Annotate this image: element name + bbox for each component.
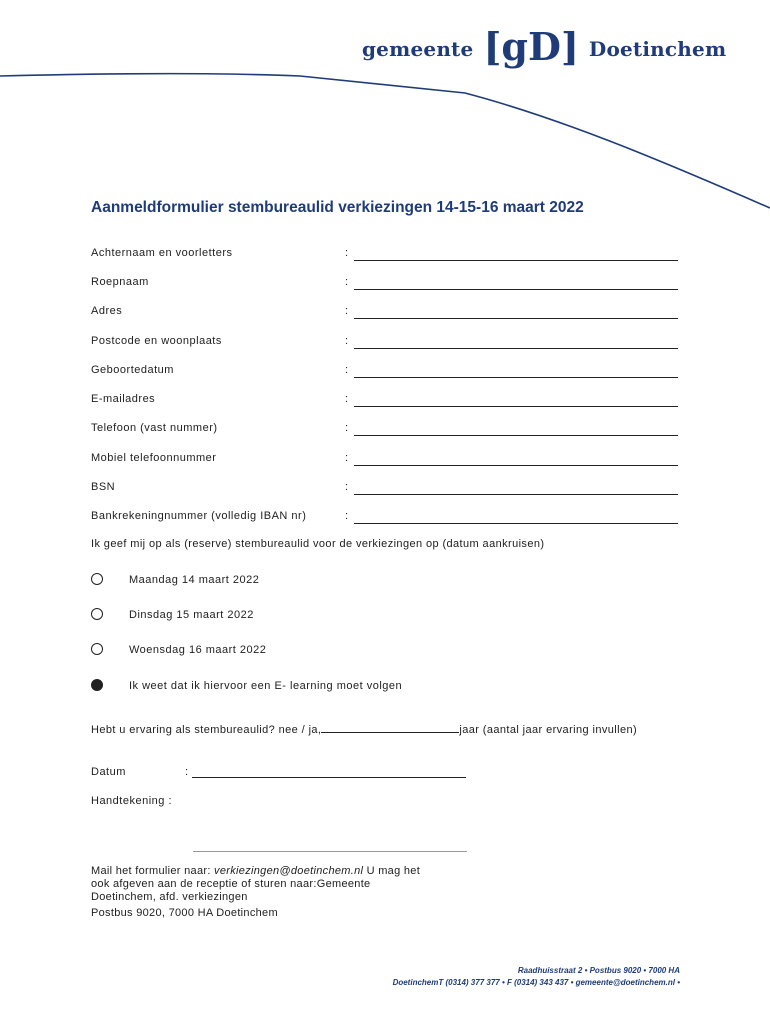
datum-row [91, 766, 491, 786]
field-row-iban [91, 508, 691, 528]
date-selection-intro: Ik geef mij op als (reserve) stembureaulid voor de verkiezingen op (datum aankruisen) [91, 538, 545, 550]
datum-input-line[interactable] [192, 777, 466, 778]
field-separator: : [345, 305, 349, 317]
experience-question [91, 722, 637, 736]
datum-label: Datum [91, 766, 126, 778]
experience-suffix: jaar (aantal jaar ervaring invullen) [459, 724, 638, 736]
experience-prefix: Hebt u ervaring als stembureaulid? nee / ja, [91, 724, 322, 736]
footer-address: Raadhuisstraat 2 • Postbus 9020 • 7000 HA [517, 966, 680, 975]
option-label: Dinsdag 15 maart 2022 [129, 609, 254, 621]
field-label: E-mailadres [91, 393, 156, 405]
field-row-adres [91, 303, 691, 323]
datum-separator: : [185, 766, 189, 778]
radio-button[interactable] [91, 573, 103, 585]
field-label: Bankrekeningnummer (volledig IBAN nr) [91, 510, 307, 522]
field-separator: : [345, 481, 349, 493]
field-separator: : [345, 422, 349, 434]
field-separator: : [345, 247, 349, 259]
field-row-telefoon [91, 420, 691, 440]
field-separator: : [345, 335, 349, 347]
mail-address-link[interactable]: verkiezingen@doetinchem.nl [214, 865, 364, 877]
field-row-email [91, 391, 691, 411]
signature-line[interactable] [193, 851, 467, 852]
field-row-roepnaam [91, 274, 691, 294]
postbus-address: Postbus 9020, 7000 HA Doetinchem [91, 907, 278, 919]
field-label: Mobiel telefoonnummer [91, 452, 217, 464]
field-row-postcode [91, 333, 691, 353]
field-input-line[interactable] [354, 494, 678, 495]
municipality-logo [362, 24, 727, 69]
field-row-achternaam [91, 245, 691, 265]
logo-gemeente: gemeente [362, 37, 474, 61]
option-label: Ik weet dat ik hiervoor een E- learning moet volgen [129, 680, 403, 692]
field-row-mobiel [91, 450, 691, 470]
field-separator: : [345, 393, 349, 405]
logo-mark: [gD] [483, 24, 579, 69]
form-title: Aanmeldformulier stembureaulid verkiezingen 14-15-16 maart 2022 [91, 199, 584, 216]
field-input-line[interactable] [354, 318, 678, 319]
field-input-line[interactable] [354, 377, 678, 378]
field-row-bsn [91, 479, 691, 499]
radio-button[interactable] [91, 643, 103, 655]
mail-instructions [91, 865, 431, 904]
logo-doetinchem: Doetinchem [588, 37, 727, 61]
field-label: Telefoon (vast nummer) [91, 422, 218, 434]
field-input-line[interactable] [354, 523, 678, 524]
field-label: Postcode en woonplaats [91, 335, 222, 347]
field-label: Adres [91, 305, 123, 317]
field-input-line[interactable] [354, 435, 678, 436]
mail-prefix: Mail het formulier naar: [91, 865, 215, 877]
field-input-line[interactable] [354, 289, 678, 290]
field-separator: : [345, 510, 349, 522]
field-label: BSN [91, 481, 116, 493]
field-separator: : [345, 452, 349, 464]
field-row-geboortedatum [91, 362, 691, 382]
field-label: Roepnaam [91, 276, 149, 288]
mail-rest: U mag het ook afgeven aan de receptie of sturen naar:Gemeente Doetinchem, afd. verkiezingen [91, 865, 421, 903]
footer-contact: DoetinchemT (0314) 377 377 • F (0314) 343 437 • gemeente@doetinchem.nl • [392, 978, 680, 987]
field-separator: : [345, 276, 349, 288]
field-separator: : [345, 364, 349, 376]
field-input-line[interactable] [354, 260, 678, 261]
experience-years-input[interactable] [321, 722, 459, 733]
radio-button-selected[interactable] [91, 679, 103, 691]
option-label: Woensdag 16 maart 2022 [129, 644, 267, 656]
signature-label: Handtekening : [91, 795, 172, 807]
field-input-line[interactable] [354, 465, 678, 466]
field-label: Achternaam en voorletters [91, 247, 233, 259]
radio-button[interactable] [91, 608, 103, 620]
field-input-line[interactable] [354, 348, 678, 349]
field-input-line[interactable] [354, 406, 678, 407]
option-label: Maandag 14 maart 2022 [129, 574, 260, 586]
field-label: Geboortedatum [91, 364, 174, 376]
